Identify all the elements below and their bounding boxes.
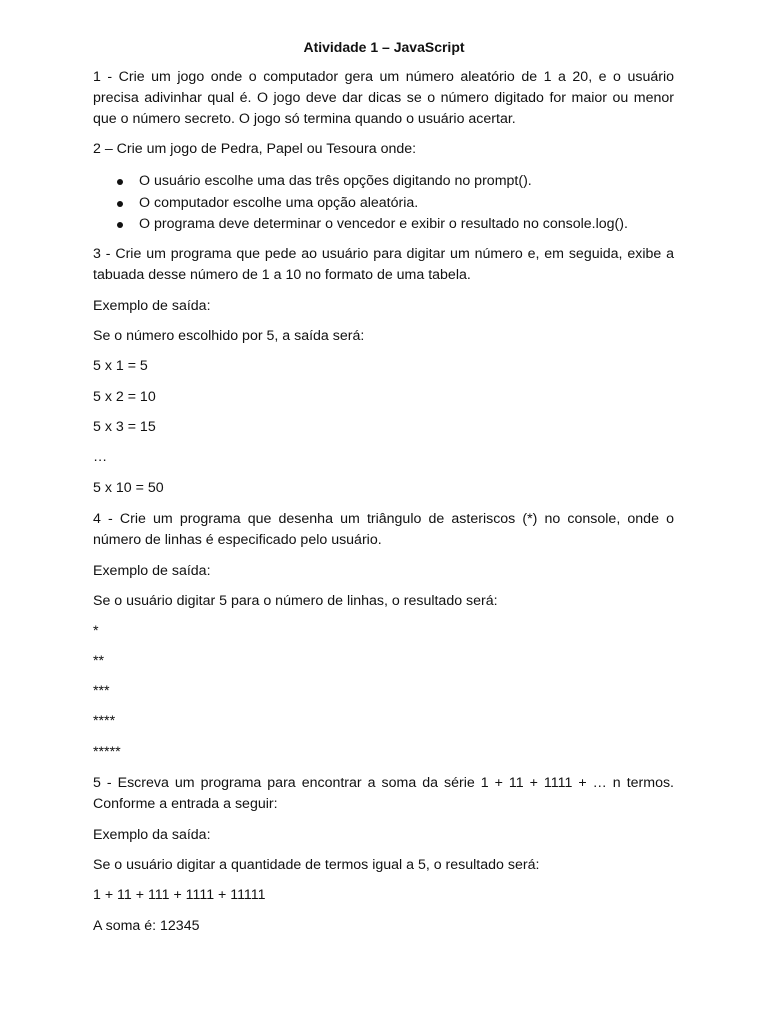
question-3-example-label: Exemplo de saída:	[93, 298, 211, 314]
example-output-line: 1 + 11 + 111 + 1111 + 11111	[93, 887, 266, 903]
example-output-line: 5 x 1 = 5	[93, 358, 148, 374]
question-1	[93, 67, 674, 130]
question-3-text: 3 - Crie um programa que pede ao usuário para digitar um número e, em seguida, exibe a tabuada desse número de 1 a 10 no formato de uma tabela.	[93, 246, 674, 283]
question-4-example-label: Exemplo de saída:	[93, 563, 211, 579]
question-5-example-label: Exemplo da saída:	[93, 827, 211, 843]
list-item: O programa deve determinar o vencedor e exibir o resultado no console.log().	[93, 214, 674, 236]
page-title: Atividade 1 – JavaScript	[303, 39, 465, 55]
question-5	[93, 773, 674, 815]
question-2-bullet-list	[93, 171, 674, 236]
question-2-intro: 2 – Crie um jogo de Pedra, Papel ou Tesoura onde:	[93, 141, 417, 157]
example-output-line: *	[93, 623, 99, 639]
example-output-line: ****	[93, 713, 116, 729]
question-5-example-intro: Se o usuário digitar a quantidade de termos igual a 5, o resultado será:	[93, 857, 540, 873]
list-item: O usuário escolhe uma das três opções digitando no prompt().	[93, 171, 674, 193]
example-output-line: **	[93, 653, 105, 669]
example-output-line: 5 x 2 = 10	[93, 389, 156, 405]
question-4-example-intro: Se o usuário digitar 5 para o número de linhas, o resultado será:	[93, 593, 498, 609]
question-4-text: 4 - Crie um programa que desenha um triângulo de asteriscos (*) no console, onde o número de linhas é especificado pelo usuário.	[93, 511, 674, 548]
list-item: O computador escolhe uma opção aleatória.	[93, 193, 674, 215]
example-output-line: ***	[93, 683, 110, 699]
question-3-example-intro: Se o número escolhido por 5, a saída será:	[93, 328, 365, 344]
example-output-line: *****	[93, 744, 121, 760]
question-5-text: 5 - Escreva um programa para encontrar a soma da série 1 + 11 + 1111 + … n termos. Conforme a entrada a seguir:	[93, 775, 674, 812]
question-1-text: 1 - Crie um jogo onde o computador gera um número aleatório de 1 a 20, e o usuário precisa adivinhar qual é. O jogo deve dar dicas se o número digitado for maior ou menor que o número secreto. O jogo só termina quando o usuário acertar.	[93, 69, 674, 127]
example-output-line: 5 x 10 = 50	[93, 480, 164, 496]
example-output-line: A soma é: 12345	[93, 918, 200, 934]
question-3	[93, 244, 674, 286]
question-4	[93, 509, 674, 551]
example-output-line: …	[93, 449, 108, 465]
example-output-line: 5 x 3 = 15	[93, 419, 156, 435]
